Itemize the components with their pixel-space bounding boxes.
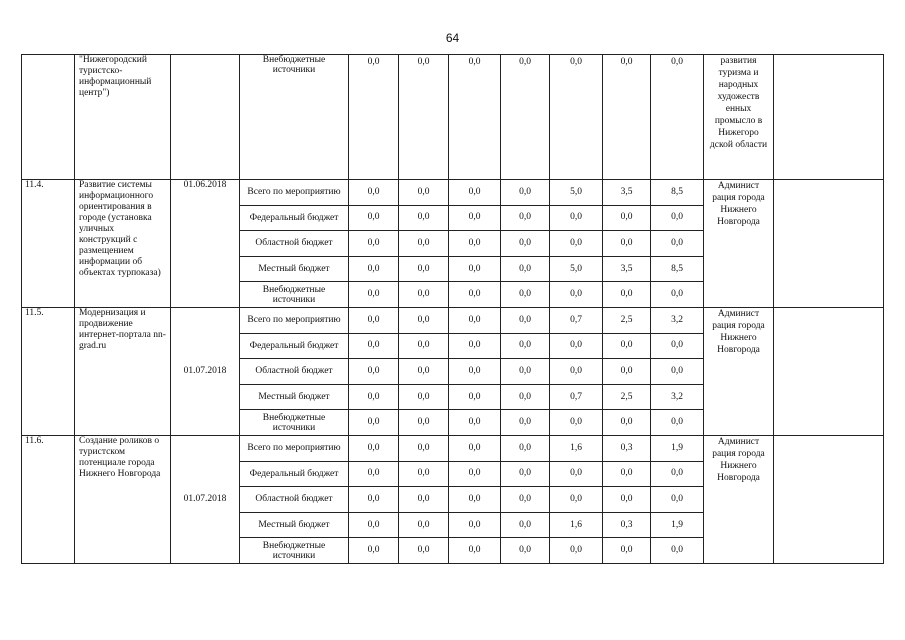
- value-cell: 0,0: [399, 282, 449, 308]
- value-cell: 0,0: [501, 231, 550, 257]
- funding-source-cell: Областной бюджет: [240, 487, 349, 513]
- value-cell: 0,0: [603, 333, 651, 359]
- funding-source-cell: Местный бюджет: [240, 512, 349, 538]
- value-cell: 0,0: [501, 55, 550, 180]
- value-cell: 0,0: [349, 231, 399, 257]
- value-cell: 0,0: [603, 282, 651, 308]
- date-cell: 01.07.2018: [171, 307, 240, 435]
- measure-row: [22, 307, 884, 333]
- value-cell: 0,0: [550, 487, 603, 513]
- page-number: 64: [445, 31, 460, 45]
- value-cell: 0,0: [349, 512, 399, 538]
- measure-row: [22, 435, 884, 461]
- value-cell: 0,0: [449, 256, 501, 282]
- measure-row: [22, 180, 884, 206]
- date-cell: [171, 55, 240, 180]
- value-cell: 0,0: [501, 307, 550, 333]
- row-number-cell: 11.5.: [22, 307, 75, 435]
- value-cell: 8,5: [651, 256, 704, 282]
- funding-source-cell: Внебюджетные источники: [240, 410, 349, 436]
- value-cell: 0,0: [349, 55, 399, 180]
- value-cell: 2,5: [603, 384, 651, 410]
- value-cell: 5,0: [550, 180, 603, 206]
- value-cell: 0,0: [651, 487, 704, 513]
- value-cell: 0,0: [651, 333, 704, 359]
- value-cell: 0,0: [550, 461, 603, 487]
- value-cell: 2,5: [603, 307, 651, 333]
- value-cell: 0,0: [603, 231, 651, 257]
- value-cell: 0,0: [349, 333, 399, 359]
- funding-source-cell: Внебюджетные источники: [240, 282, 349, 308]
- value-cell: 0,0: [349, 307, 399, 333]
- value-cell: 0,0: [349, 282, 399, 308]
- value-cell: 1,9: [651, 435, 704, 461]
- funding-source-cell: Федеральный бюджет: [240, 205, 349, 231]
- empty-cell: [774, 180, 884, 308]
- value-cell: 0,0: [550, 205, 603, 231]
- value-cell: 0,0: [550, 538, 603, 564]
- value-cell: 0,0: [651, 231, 704, 257]
- executor-cell: развития туризма и народных художеств енных промысло в Нижегоро дской области: [704, 55, 774, 180]
- value-cell: 0,0: [349, 384, 399, 410]
- empty-cell: [774, 435, 884, 563]
- value-cell: 0,0: [449, 180, 501, 206]
- funding-source-cell: Всего по мероприятию: [240, 435, 349, 461]
- value-cell: 0,0: [651, 55, 704, 180]
- value-cell: 1,6: [550, 512, 603, 538]
- value-cell: 0,0: [399, 180, 449, 206]
- value-cell: 3,2: [651, 307, 704, 333]
- value-cell: 0,0: [501, 512, 550, 538]
- value-cell: 0,0: [651, 461, 704, 487]
- value-cell: 0,0: [449, 205, 501, 231]
- value-cell: 0,0: [399, 410, 449, 436]
- empty-cell: [774, 307, 884, 435]
- value-cell: 0,0: [603, 487, 651, 513]
- funding-source-cell: Внебюджетные источники: [240, 55, 349, 180]
- value-cell: 0,0: [603, 410, 651, 436]
- date-cell: 01.07.2018: [171, 435, 240, 563]
- value-cell: 0,0: [550, 282, 603, 308]
- value-cell: 0,0: [449, 55, 501, 180]
- table-body: [22, 55, 884, 564]
- value-cell: 0,0: [399, 512, 449, 538]
- measure-name-cell: Создание роликов о туристском потенциале города Нижнего Новгорода: [75, 435, 171, 563]
- funding-source-cell: Всего по мероприятию: [240, 307, 349, 333]
- value-cell: 0,0: [399, 55, 449, 180]
- measure-name-cell: Развитие системы информационного ориентирования в городе (установка уличных конструкций с размещением информации об объектах турпоказа): [75, 180, 171, 308]
- value-cell: 0,0: [349, 359, 399, 385]
- value-cell: 0,0: [651, 359, 704, 385]
- value-cell: 5,0: [550, 256, 603, 282]
- value-cell: 0,0: [501, 538, 550, 564]
- value-cell: 3,5: [603, 180, 651, 206]
- value-cell: 0,0: [501, 333, 550, 359]
- value-cell: 0,0: [603, 205, 651, 231]
- value-cell: 0,0: [349, 538, 399, 564]
- value-cell: 0,0: [651, 538, 704, 564]
- value-cell: 0,0: [550, 231, 603, 257]
- funding-source-cell: Внебюджетные источники: [240, 538, 349, 564]
- value-cell: 0,0: [349, 461, 399, 487]
- funding-source-cell: Областной бюджет: [240, 359, 349, 385]
- funding-source-cell: Областной бюджет: [240, 231, 349, 257]
- value-cell: 3,5: [603, 256, 651, 282]
- funding-source-cell: Местный бюджет: [240, 384, 349, 410]
- funding-source-cell: Федеральный бюджет: [240, 461, 349, 487]
- value-cell: 0,0: [399, 205, 449, 231]
- funding-source-cell: Всего по мероприятию: [240, 180, 349, 206]
- value-cell: 0,3: [603, 512, 651, 538]
- measure-name-cell: "Нижегородский туристско-информационный центр"): [75, 55, 171, 180]
- value-cell: 0,0: [501, 256, 550, 282]
- value-cell: 0,0: [550, 359, 603, 385]
- continuation-row: [22, 55, 884, 180]
- value-cell: 0,0: [449, 538, 501, 564]
- value-cell: 0,0: [399, 256, 449, 282]
- value-cell: 0,7: [550, 307, 603, 333]
- value-cell: 0,0: [449, 282, 501, 308]
- value-cell: 0,0: [399, 333, 449, 359]
- value-cell: 0,0: [399, 307, 449, 333]
- funding-source-cell: Местный бюджет: [240, 256, 349, 282]
- value-cell: 0,0: [349, 435, 399, 461]
- row-number-cell: [22, 55, 75, 180]
- value-cell: 0,0: [603, 359, 651, 385]
- value-cell: 0,0: [449, 461, 501, 487]
- row-number-cell: 11.6.: [22, 435, 75, 563]
- value-cell: 0,0: [501, 435, 550, 461]
- value-cell: 0,0: [449, 384, 501, 410]
- value-cell: 0,0: [449, 435, 501, 461]
- budget-table: [21, 54, 884, 564]
- value-cell: 0,0: [550, 55, 603, 180]
- value-cell: 0,0: [399, 231, 449, 257]
- value-cell: 0,0: [449, 512, 501, 538]
- executor-cell: Админист рация города Нижнего Новгорода: [704, 307, 774, 435]
- value-cell: 0,0: [449, 307, 501, 333]
- value-cell: 0,0: [449, 410, 501, 436]
- value-cell: 1,6: [550, 435, 603, 461]
- value-cell: 0,0: [501, 180, 550, 206]
- value-cell: 0,0: [651, 410, 704, 436]
- value-cell: 0,0: [501, 205, 550, 231]
- value-cell: 0,0: [603, 55, 651, 180]
- value-cell: 1,9: [651, 512, 704, 538]
- value-cell: 0,0: [603, 461, 651, 487]
- value-cell: 0,0: [603, 538, 651, 564]
- executor-cell: Админист рация города Нижнего Новгорода: [704, 435, 774, 563]
- value-cell: 0,0: [449, 487, 501, 513]
- value-cell: 0,0: [349, 205, 399, 231]
- date-cell: 01.06.2018: [171, 180, 240, 308]
- value-cell: 0,0: [349, 256, 399, 282]
- value-cell: 0,0: [399, 487, 449, 513]
- executor-cell: Админист рация города Нижнего Новгорода: [704, 180, 774, 308]
- value-cell: 0,0: [349, 180, 399, 206]
- funding-source-cell: Федеральный бюджет: [240, 333, 349, 359]
- value-cell: 0,0: [449, 333, 501, 359]
- value-cell: 3,2: [651, 384, 704, 410]
- value-cell: 0,0: [651, 282, 704, 308]
- value-cell: 0,7: [550, 384, 603, 410]
- value-cell: 0,3: [603, 435, 651, 461]
- value-cell: 0,0: [399, 359, 449, 385]
- value-cell: 0,0: [501, 359, 550, 385]
- value-cell: 0,0: [550, 333, 603, 359]
- value-cell: 0,0: [399, 384, 449, 410]
- empty-cell: [774, 55, 884, 180]
- row-number-cell: 11.4.: [22, 180, 75, 308]
- value-cell: 8,5: [651, 180, 704, 206]
- value-cell: 0,0: [501, 282, 550, 308]
- value-cell: 0,0: [449, 359, 501, 385]
- value-cell: 0,0: [501, 410, 550, 436]
- value-cell: 0,0: [349, 487, 399, 513]
- value-cell: 0,0: [550, 410, 603, 436]
- value-cell: 0,0: [399, 435, 449, 461]
- value-cell: 0,0: [399, 538, 449, 564]
- value-cell: 0,0: [449, 231, 501, 257]
- measure-name-cell: Модернизация и продвижение интернет-портала nn-grad.ru: [75, 307, 171, 435]
- value-cell: 0,0: [501, 487, 550, 513]
- value-cell: 0,0: [651, 205, 704, 231]
- value-cell: 0,0: [501, 461, 550, 487]
- value-cell: 0,0: [501, 384, 550, 410]
- value-cell: 0,0: [349, 410, 399, 436]
- value-cell: 0,0: [399, 461, 449, 487]
